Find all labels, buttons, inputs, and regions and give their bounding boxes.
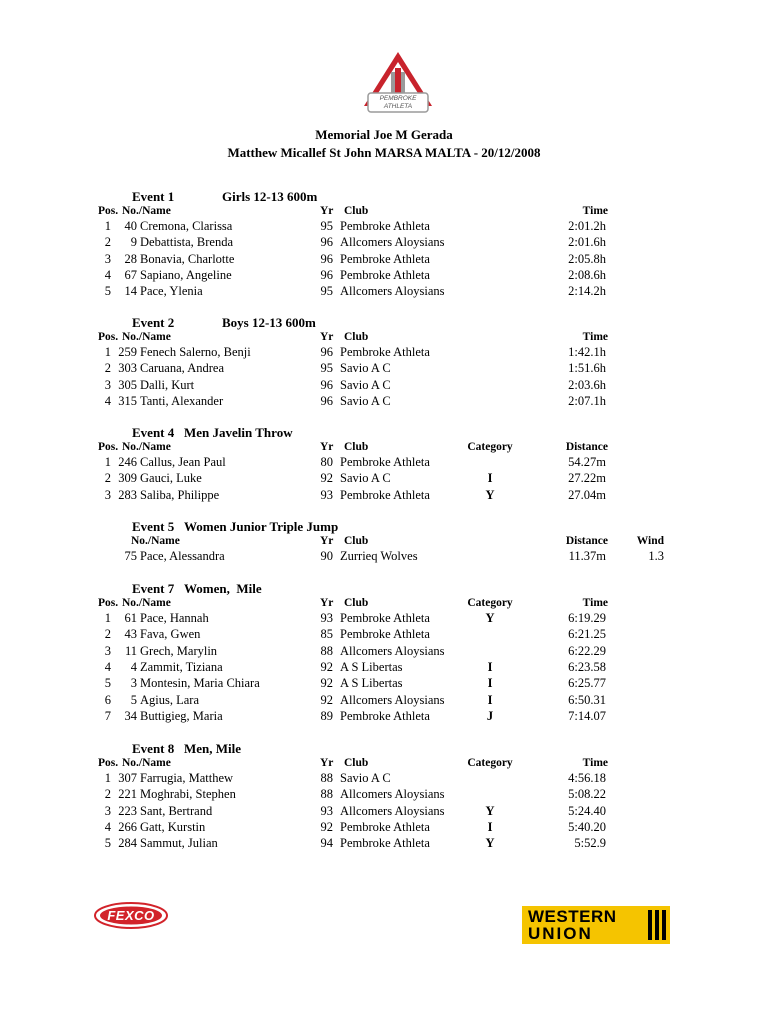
row-year: 96 <box>320 345 333 359</box>
row-year: 96 <box>320 377 333 392</box>
club-name: Pembroke Athleta <box>340 345 430 359</box>
athlete-name: Farrugia, Matthew <box>140 771 234 785</box>
row-year: 90 <box>320 549 333 563</box>
western-union-line1: WESTERN <box>528 907 617 926</box>
fexco-logo <box>94 902 168 929</box>
row-year: 80 <box>320 455 333 469</box>
row-pos: 4 <box>104 267 111 282</box>
col-header-yr: Yr <box>320 441 334 453</box>
row-mark: 6:21.25 <box>568 627 606 642</box>
col-header-mark: Time <box>582 331 608 343</box>
col-header-pos: Pos. <box>98 331 119 343</box>
row-number: 221 <box>118 787 137 802</box>
event-label: Event 4 <box>132 425 175 440</box>
col-header-noname: No./Name <box>122 597 171 609</box>
row-number: 266 <box>118 819 137 834</box>
row-pos: 1 <box>104 455 111 469</box>
row-number: 11 <box>124 643 137 658</box>
western-union-bars <box>648 910 666 940</box>
col-header-category: Category <box>467 441 513 453</box>
col-header-category: Category <box>467 597 513 609</box>
row-pos: 3 <box>104 487 111 502</box>
meet-title: Memorial Joe M Gerada <box>315 127 453 142</box>
col-header-pos: Pos. <box>98 597 119 609</box>
event-label: Event 8 <box>132 741 175 756</box>
row-pos: 2 <box>104 471 111 486</box>
athlete-name: Dalli, Kurt <box>140 377 195 392</box>
row-year: 88 <box>320 643 333 658</box>
club-name: Zurrieq Wolves <box>340 549 418 563</box>
row-pos: 4 <box>104 819 111 834</box>
row-mark: 2:01.2h <box>568 219 606 233</box>
row-year: 95 <box>320 284 333 299</box>
event-label: Event 7 <box>132 581 175 596</box>
col-header-club: Club <box>344 441 369 453</box>
row-pos: 3 <box>104 251 111 266</box>
col-header-mark: Time <box>582 597 608 609</box>
row-mark: 2:03.6h <box>568 377 606 392</box>
athlete-name: Cremona, Clarissa <box>140 219 233 233</box>
row-mark: 1:42.1h <box>568 345 606 359</box>
row-mark: 2:07.1h <box>568 393 606 408</box>
row-number: 28 <box>124 251 137 266</box>
athlete-name: Pace, Hannah <box>140 611 209 625</box>
row-year: 92 <box>320 819 333 834</box>
event-name: Boys 12-13 600m <box>222 315 316 330</box>
row-category: Y <box>485 803 495 818</box>
row-mark: 6:22.29 <box>568 643 606 658</box>
row-mark: 2:01.6h <box>568 235 606 250</box>
col-header-mark: Time <box>582 757 608 769</box>
row-year: 92 <box>320 659 333 674</box>
row-year: 96 <box>320 267 333 282</box>
club-name: Savio A C <box>340 361 391 376</box>
row-mark: 5:08.22 <box>568 787 606 802</box>
row-pos: 4 <box>104 659 111 674</box>
club-name: Allcomers Aloysians <box>340 284 445 299</box>
col-header-wind: Wind <box>636 535 664 547</box>
row-number: 61 <box>124 611 137 625</box>
athlete-name: Pace, Alessandra <box>140 549 225 563</box>
col-header-yr: Yr <box>320 205 334 217</box>
athlete-name: Sapiano, Angeline <box>140 267 232 282</box>
event-name: Men, Mile <box>184 741 242 756</box>
row-year: 92 <box>320 471 333 486</box>
row-year: 88 <box>320 787 333 802</box>
athlete-name: Buttigieg, Maria <box>140 708 223 723</box>
athlete-name: Moghrabi, Stephen <box>140 787 236 802</box>
athlete-name: Sant, Bertrand <box>140 803 213 818</box>
row-year: 85 <box>320 627 333 642</box>
club-name: Pembroke Athleta <box>340 487 430 502</box>
row-pos: 5 <box>104 836 111 851</box>
col-header-mark: Time <box>582 205 608 217</box>
row-year: 95 <box>320 219 333 233</box>
row-number: 3 <box>130 676 137 691</box>
event-name: Women Junior Triple Jump <box>184 519 339 534</box>
row-year: 93 <box>320 611 333 625</box>
athlete-name: Gauci, Luke <box>140 471 202 486</box>
row-mark: 4:56.18 <box>568 771 606 785</box>
row-mark: 27.04m <box>568 487 606 502</box>
row-number: 305 <box>118 377 137 392</box>
row-mark: 11.37m <box>568 549 606 563</box>
club-name: Allcomers Aloysians <box>340 643 445 658</box>
row-number: 67 <box>124 267 137 282</box>
row-year: 94 <box>320 836 333 851</box>
row-number: 40 <box>124 219 137 233</box>
row-number: 315 <box>118 393 137 408</box>
row-mark: 2:05.8h <box>568 251 606 266</box>
col-header-club: Club <box>344 205 369 217</box>
event-name: Women, Mile <box>184 581 262 596</box>
col-header-mark: Distance <box>565 441 608 453</box>
club-name: Savio A C <box>340 771 391 785</box>
col-header-club: Club <box>344 331 369 343</box>
row-number: 9 <box>130 235 137 250</box>
club-name: Allcomers Aloysians <box>340 787 445 802</box>
athlete-name: Grech, Marylin <box>140 643 218 658</box>
row-number: 14 <box>124 284 137 299</box>
row-number: 303 <box>118 361 137 376</box>
row-pos: 3 <box>104 803 111 818</box>
club-name: Allcomers Aloysians <box>340 692 445 707</box>
row-category: I <box>487 819 493 834</box>
row-number: 43 <box>124 627 137 642</box>
row-pos: 3 <box>104 643 111 658</box>
club-name: Pembroke Athleta <box>340 251 430 266</box>
row-mark: 1:51.6h <box>568 361 606 376</box>
row-number: 223 <box>118 803 137 818</box>
club-name: Pembroke Athleta <box>340 708 430 723</box>
row-number: 259 <box>118 345 137 359</box>
row-year: 93 <box>320 487 333 502</box>
row-number: 283 <box>118 487 137 502</box>
col-header-pos: Pos. <box>98 441 119 453</box>
club-name: Pembroke Athleta <box>340 819 430 834</box>
western-union-line2: UNION <box>528 924 593 943</box>
row-year: 93 <box>320 803 333 818</box>
col-header-pos: Pos. <box>98 205 119 217</box>
club-name: Pembroke Athleta <box>340 611 430 625</box>
row-category: Y <box>485 836 495 851</box>
row-number: 5 <box>130 692 137 707</box>
athlete-name: Sammut, Julian <box>140 836 218 851</box>
athlete-name: Fenech Salerno, Benji <box>140 345 251 359</box>
row-number: 307 <box>118 771 137 785</box>
row-mark: 7:14.07 <box>568 708 606 723</box>
row-mark: 2:08.6h <box>568 267 606 282</box>
col-header-category: Category <box>467 757 513 769</box>
row-pos: 2 <box>104 627 111 642</box>
athlete-name: Agius, Lara <box>140 692 200 707</box>
athlete-name: Callus, Jean Paul <box>140 455 226 469</box>
club-name: A S Libertas <box>340 659 403 674</box>
row-wind: 1.3 <box>648 549 664 563</box>
row-number: 309 <box>118 471 137 486</box>
row-mark: 54.27m <box>568 455 606 469</box>
col-header-yr: Yr <box>320 757 334 769</box>
row-category: Y <box>485 487 495 502</box>
row-category: I <box>487 659 493 674</box>
athlete-name: Zammit, Tiziana <box>140 659 223 674</box>
club-name: Allcomers Aloysians <box>340 235 445 250</box>
row-year: 96 <box>320 235 333 250</box>
col-header-club: Club <box>344 757 369 769</box>
row-number: 246 <box>118 455 137 469</box>
row-year: 92 <box>320 692 333 707</box>
row-mark: 6:23.58 <box>568 659 606 674</box>
event-name: Girls 12-13 600m <box>222 189 318 204</box>
row-year: 96 <box>320 251 333 266</box>
club-name: Pembroke Athleta <box>340 267 430 282</box>
col-header-yr: Yr <box>320 597 334 609</box>
row-pos: 7 <box>104 708 111 723</box>
row-number: 4 <box>130 659 137 674</box>
row-year: 92 <box>320 676 333 691</box>
club-name: Pembroke Athleta <box>340 455 430 469</box>
athlete-name: Montesin, Maria Chiara <box>140 676 260 691</box>
row-category: J <box>486 708 494 723</box>
club-name: Pembroke Athleta <box>340 836 430 851</box>
athlete-name: Caruana, Andrea <box>140 361 224 376</box>
event-label: Event 2 <box>132 315 175 330</box>
row-mark: 5:40.20 <box>568 819 606 834</box>
row-year: 89 <box>320 708 333 723</box>
col-header-yr: Yr <box>320 535 334 547</box>
col-header-noname: No./Name <box>122 441 171 453</box>
col-header-noname: No./Name <box>131 535 180 547</box>
row-pos: 3 <box>104 377 111 392</box>
row-number: 75 <box>124 549 137 563</box>
row-mark: 6:25.77 <box>568 676 606 691</box>
row-category: Y <box>485 611 495 625</box>
row-pos: 1 <box>104 771 111 785</box>
athlete-name: Pace, Ylenia <box>140 284 203 299</box>
row-mark: 27.22m <box>568 471 606 486</box>
club-name: Pembroke Athleta <box>340 627 430 642</box>
athlete-name: Bonavia, Charlotte <box>140 251 235 266</box>
row-pos: 2 <box>104 787 111 802</box>
club-name: Allcomers Aloysians <box>340 803 445 818</box>
row-pos: 6 <box>104 692 111 707</box>
row-number: 284 <box>118 836 137 851</box>
row-number: 34 <box>124 708 137 723</box>
pembroke-athleta-logo <box>362 50 434 116</box>
athlete-name: Saliba, Philippe <box>140 487 220 502</box>
event-label: Event 1 <box>132 189 175 204</box>
row-year: 88 <box>320 771 333 785</box>
row-pos: 2 <box>104 361 111 376</box>
logo-text: PEMBROKE ATHLETA <box>379 95 417 110</box>
athlete-name: Debattista, Brenda <box>140 235 234 250</box>
row-pos: 1 <box>104 219 111 233</box>
athlete-name: Fava, Gwen <box>140 627 201 642</box>
row-pos: 4 <box>104 393 111 408</box>
col-header-pos: Pos. <box>98 757 119 769</box>
club-name: Pembroke Athleta <box>340 219 430 233</box>
row-mark: 6:50.31 <box>568 692 606 707</box>
col-header-noname: No./Name <box>122 757 171 769</box>
fexco-text: FEXCO <box>107 908 155 923</box>
row-year: 95 <box>320 361 333 376</box>
row-mark: 6:19.29 <box>568 611 606 625</box>
row-mark: 2:14.2h <box>568 284 606 299</box>
club-name: Savio A C <box>340 393 391 408</box>
row-pos: 2 <box>104 235 111 250</box>
col-header-club: Club <box>344 535 369 547</box>
row-mark: 5:24.40 <box>568 803 606 818</box>
row-category: I <box>487 676 493 691</box>
event-name: Men Javelin Throw <box>184 425 293 440</box>
club-name: Savio A C <box>340 377 391 392</box>
col-header-mark: Distance <box>565 535 608 547</box>
col-header-club: Club <box>344 597 369 609</box>
row-pos: 5 <box>104 676 111 691</box>
meet-subtitle: Matthew Micallef St John MARSA MALTA - 20/12/2008 <box>227 145 541 160</box>
row-category: I <box>487 471 493 486</box>
row-category: I <box>487 692 493 707</box>
row-mark: 5:52.9 <box>574 836 606 851</box>
row-pos: 1 <box>104 345 111 359</box>
col-header-yr: Yr <box>320 331 334 343</box>
col-header-noname: No./Name <box>122 205 171 217</box>
row-pos: 5 <box>104 284 111 299</box>
athlete-name: Tanti, Alexander <box>140 393 224 408</box>
row-year: 96 <box>320 393 333 408</box>
club-name: Savio A C <box>340 471 391 486</box>
athlete-name: Gatt, Kurstin <box>140 819 206 834</box>
col-header-noname: No./Name <box>122 331 171 343</box>
event-label: Event 5 <box>132 519 175 534</box>
row-pos: 1 <box>104 611 111 625</box>
western-union-logo <box>522 906 670 944</box>
club-name: A S Libertas <box>340 676 403 691</box>
